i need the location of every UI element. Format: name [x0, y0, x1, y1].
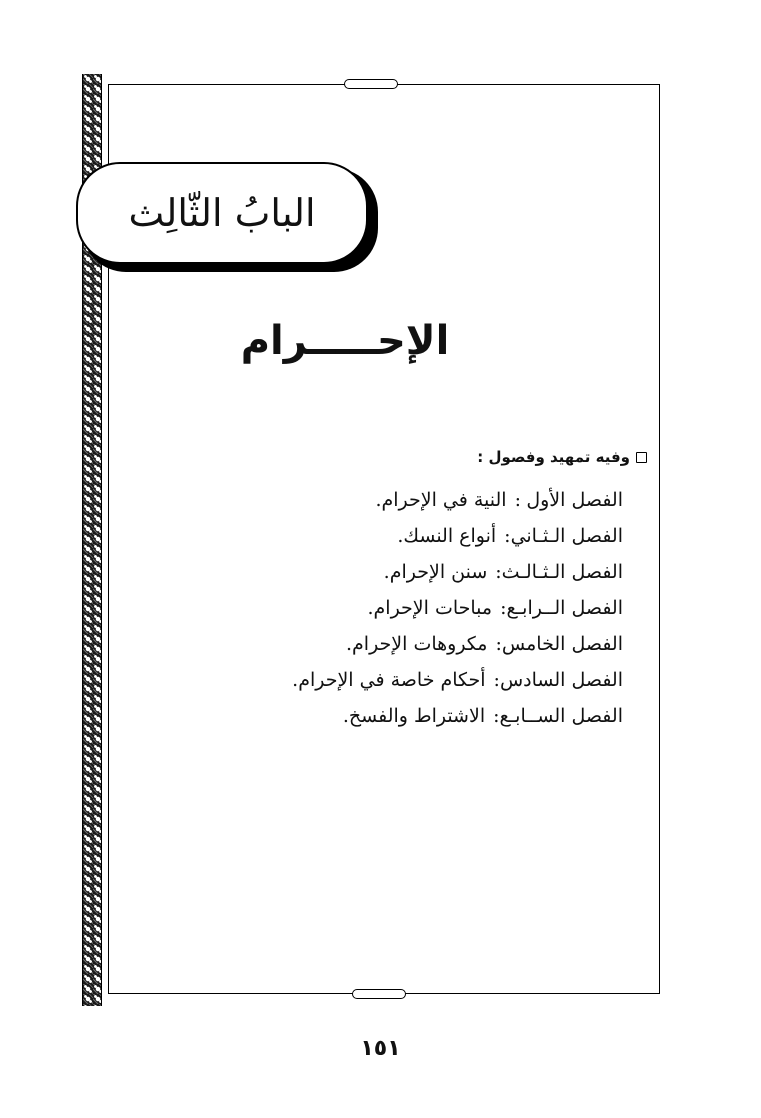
intro-text: وفيه تمهيد وفصول :: [477, 448, 630, 466]
list-item: الفصل الســابـع:الاشتراط والفسخ.: [292, 698, 623, 734]
chapter-title: الإحـــــرام: [240, 318, 450, 364]
chapter-label: الفصل الخامس: [501, 633, 623, 655]
chapter-name: أحكام خاصة في الإحرام.: [292, 669, 486, 691]
chapter-label: الفصل الــرابـع: [506, 597, 623, 619]
list-item: الفصل الـثـاني:أنواع النسك.: [292, 518, 623, 554]
intro-line: [477, 448, 647, 466]
page-number: ١٥١: [360, 1036, 401, 1061]
chapter-name: النية في الإحرام.: [375, 489, 507, 511]
frame-cap-top: [344, 79, 398, 89]
chapter-name: أنواع النسك.: [397, 525, 497, 547]
chapter-label: الفصل الـثـاني: [510, 525, 623, 547]
frame-cap-bottom: [352, 989, 406, 999]
chapter-name: الاشتراط والفسخ.: [342, 705, 486, 727]
list-item: الفصل السادس:أحكام خاصة في الإحرام.: [292, 662, 623, 698]
chapter-badge-text: البابُ الثّالِث: [128, 191, 316, 235]
list-item: الفصل الخامس:مكروهات الإحرام.: [292, 626, 623, 662]
checkbox-bullet-icon: [636, 452, 647, 463]
chapter-label: الفصل السادس: [499, 669, 623, 691]
chapter-badge: [76, 162, 368, 264]
chapter-label: الفصل الـثـالـث: [501, 561, 623, 583]
chapter-name: مكروهات الإحرام.: [345, 633, 488, 655]
list-item: الفصل الأول:النية في الإحرام.: [292, 482, 623, 518]
chapter-name: سنن الإحرام.: [383, 561, 488, 583]
list-item: الفصل الــرابـع:مباحات الإحرام.: [292, 590, 623, 626]
list-item: الفصل الـثـالـث:سنن الإحرام.: [292, 554, 623, 590]
chapter-label: الفصل الســابـع: [499, 705, 623, 727]
chapter-list: [292, 482, 623, 734]
chapter-label: الفصل الأول: [526, 489, 623, 511]
chapter-name: مباحات الإحرام.: [367, 597, 493, 619]
